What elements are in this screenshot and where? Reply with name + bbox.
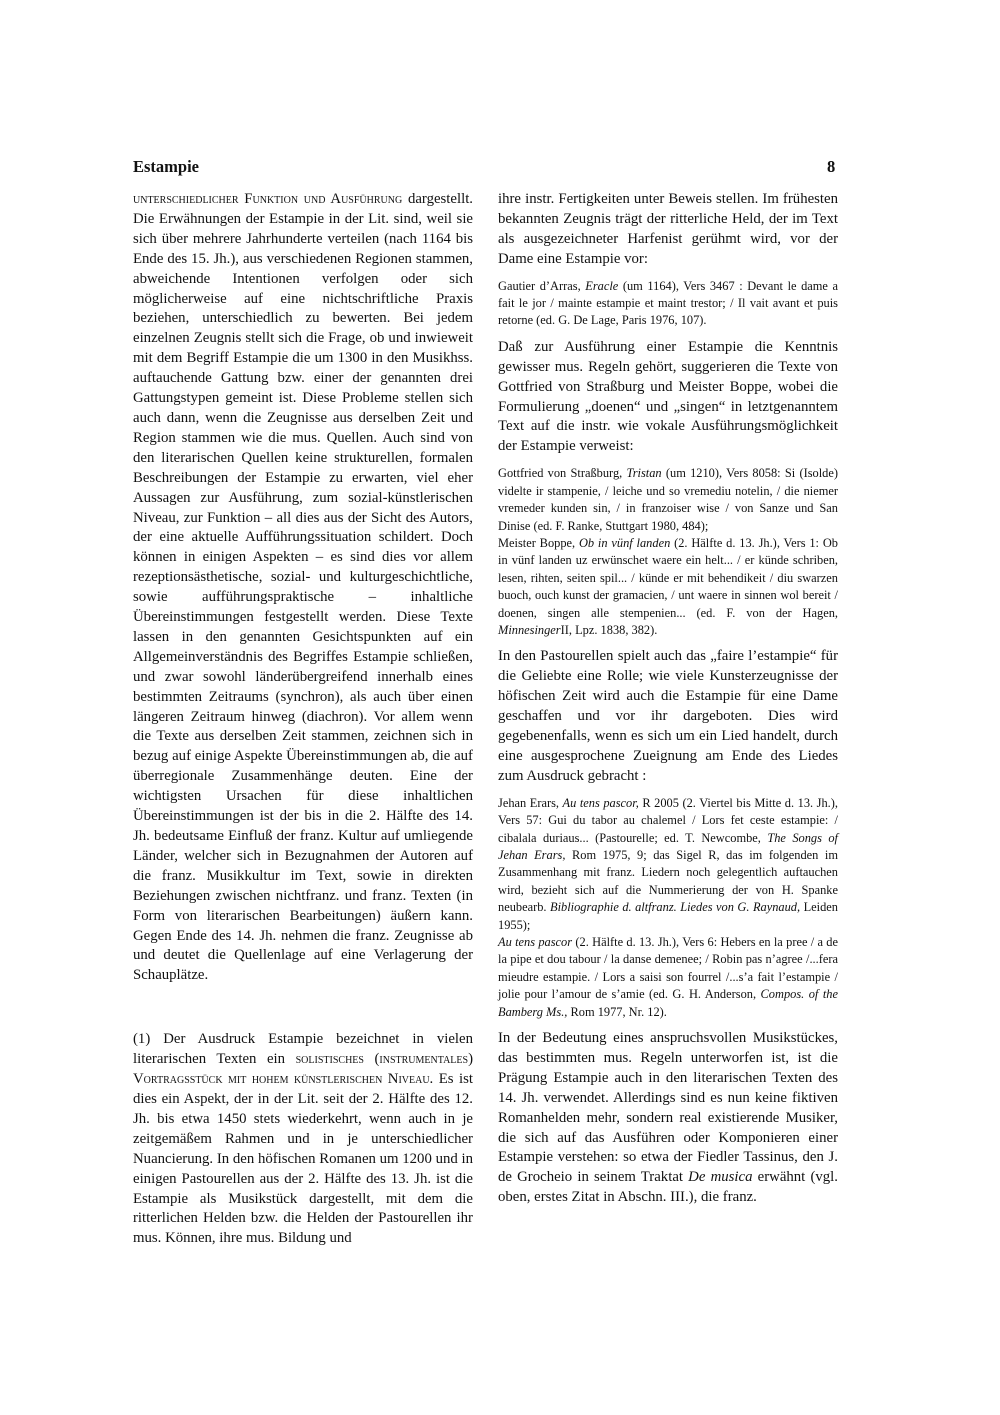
paragraph bbox=[498, 190, 838, 270]
quote-work-title: Au tens pascor bbox=[498, 934, 573, 949]
quote-text: (um 1210), Vers 8058: Si (Isolde) videlte ir stampenie, / leiche und so vremediu notelin, / die niemer vremeder kunden sin, / in franzoiser wise / von Sanze und San Dinise (ed. F. Ranke, Stuttgart 1980, 484); bbox=[498, 466, 838, 533]
page-number: 8 bbox=[827, 157, 836, 176]
paragraph bbox=[498, 338, 838, 457]
quote-text: (2. Hälfte d. 13. Jh.), Vers 6: Hebers en la pree / a de la pipe et dou tabour / la danse demenee; / Robin pas n’agree /...fera mieudre estampie. / Lors a saisi son fourrel /...s’a fait l’estampie / jolie pour l’amour de s’amie (ed. G. H. Anderson, bbox=[498, 934, 838, 1002]
right-column bbox=[498, 190, 838, 1208]
paragraph-text: ihre instr. Fertigkeiten unter Beweis stellen. Im frühesten bekannten Zeugnis trägt der ritterliche Held, der im Text als ausgezeichneter Harfenist gerühmt wird, vor der Dame eine Estampie vor: bbox=[498, 191, 838, 267]
quote-text: II, Lpz. 1838, 382). bbox=[560, 622, 658, 637]
quote-work-title: Compos. of the Bamberg Ms., bbox=[498, 987, 838, 1019]
quote-author: Jehan Erars, bbox=[498, 795, 559, 810]
paragraph-lead: (1) Der Ausdruck Estampie bezeichnet in vielen literarischen Texten ein bbox=[133, 1031, 473, 1068]
paragraph-text: Es ist dies ein Aspekt, der in der Lit. seit der 2. Hälfte des 12. Jh. bis etwa 1450 stets wiederkehrt, wenn auch in je zeitgemäßem Rahmen und in je unterschiedlicher Nuancierung. In den höfischen Romanen um 1200 und in einigen Pastourellen aus der 2. Hälfte des 13. Jh. ist die Estampie als Musikstück dargestellt, mit dem die ritterlichen Helden bzw. die Helden der Pastourellen ihr mus. Können, ihre mus. Bildung und bbox=[133, 1071, 474, 1247]
paragraph bbox=[133, 190, 473, 986]
quote-text: Rom 1975, 9; das Sigel R, das im folgenden im Zusammenhang mit franz. Liedern noch gelegentlich auftauchen wird, bezieht sich auf die Nummerierung der von H. Spanke neubearb. bbox=[498, 847, 838, 915]
paragraph-text: In der Bedeutung eines anspruchsvollen Musikstückes, das bestimmten mus. Regeln unterworfen ist, ist die Prägung Estampie auch in den literarischen Texten des 14. Jh. verwendet. Allerdings sind es nun keine fiktiven Romanhelden mehr, sondern real existierende Musiker, die sich auf das Ausführen oder Komponieren einer Estampie verstehen: so etwa der Fiedler Tassinus, den J. de Grocheio in seinem Traktat bbox=[498, 1029, 838, 1186]
running-head-title: Estampie bbox=[133, 157, 199, 176]
paragraph-text: erwähnt (vgl. oben, erstes Zitat in Abschn. III.), die franz. bbox=[498, 1169, 838, 1206]
paragraph bbox=[498, 647, 838, 786]
quotation bbox=[498, 535, 838, 639]
paragraph bbox=[498, 1029, 838, 1208]
paragraph-text: In den Pastourellen spielt auch das „faire l’estampie“ für die Geliebte eine Rolle; wie viele Kunsterzeugnisse der höfischen Zeit wird auch die Estampie für eine Dame geschaffen und vor ihr dargeboten. Dies wird gegebenenfalls, wenn es sich um ein Lied handelt, durch eine ausgesprochene Zueignung am Ende des Liedes zum Ausdruck gebracht : bbox=[498, 648, 838, 784]
paragraph-text: dargestellt. Die Erwähnungen der Estampie in der Lit. sind, weil sie sich über mehrere Jahrhunderte verteilen (nach 1164 bis Ende des 15. Jh.), aus verschiedenen Regionen stammen, abweichende Intentionen verfolgen oder sich möglicherweise auf eine nichtschriftliche Praxis beziehen, unterschiedlich zu bewerten. Bei jedem einzelnen Zeugnis stellt sich die Frage, ob und inwieweit mit dem Begriff Estampie die um 1300 in den Musikhss. auftauchende Gattung bzw. einer der genannten drei Gattungstypen gemeint ist. Diese Probleme stellen sich auch dann, wenn die Zeugnisse aus derselben Zeit und Region stammen wie die mus. Quellen. Auch sind von den literarischen Quellen keine strukturellen, formalen Beschreibungen der Estampie zu erwarten, viel eher Aussagen zur Ausführung, zum sozial-künstlerischen Niveau, zur Funktion – all dies aus der Sicht des Autors, der eine aktuelle Aufführungssituation schildert. Doch können in einigen Aspekten – es sind dies vor allem rezeptionsästhetische, sozial- und kulturgeschichtliche, sowie aufführungspraktische – inhaltliche Übereinstimmungen festgestellt werden. Diese Texte lassen in den genannten Gesichtspunkten auf ein Allgemeinverständnis des Begriffes Estampie schließen, und zwar sowohl länderübergreifend innerhalb eines bestimmten Zeitraums (synchron), als auch über einen längeren Zeitraum hinweg (diachron). Vor allem wenn die Texte aus derselben Zeit stammen, zeichnen sich in bezug auf einige Aspekte Übereinstimmungen ab, die auf überregionale Zusammenhänge deuten. Eine der wichtigsten Ursachen für diese inhaltlichen Übereinstimmungen ist der bis in die 2. Hälfte des 14. Jh. bedeutsame Einfluß der franz. Kultur auf umliegende Länder, welcher sich in Bezugnahmen der Autoren auf die franz. Musikkultur im Text, sowie in direkten Beziehungen zwischen nichtfranz. und franz. Texten (in Form von literarischen Bearbeitungen) äußern kann. Gegen Ende des 14. Jh. nehmen die franz. Zeugnisse ab und deutet die Quellenlage auf eine Verlagerung der Schauplätze. bbox=[133, 191, 473, 984]
quotation bbox=[498, 278, 838, 330]
quote-author: Gautier d’Arras, bbox=[498, 278, 581, 293]
quote-author: Gottfried von Straßburg, bbox=[498, 466, 623, 481]
quote-work-title: The Songs of Jehan Erars, bbox=[498, 830, 838, 862]
quote-work-title: Eracle bbox=[585, 278, 619, 293]
quote-work-title: Minnesinger bbox=[498, 622, 561, 637]
paragraph-text: Daß zur Ausführung einer Estampie die Kenntnis gewisser mus. Regeln gehört, suggerieren die Texte von Gottfried von Straßburg und Meister Boppe, wobei die Formulierung „doenen“ und „singen“ in letztgenanntem Text auf die instr. wie vokale Ausführungsmöglichkeit der Estampie verweist: bbox=[498, 338, 838, 455]
cited-work-title: De musica bbox=[688, 1169, 753, 1186]
left-column bbox=[133, 190, 473, 1249]
quote-text: (2. Hälfte d. 13. Jh.), Vers 1: Ob in vünf landen uz erwünschet waere ein helt... / er künde schriben, lesen, rihten, seiten spil... / künde er mit behendikeit / diu swarzen buoch, ouch kunst der gramacien, / unt waere in sinnen wol bereit / doenen, singen alle stempenien... (ed. F. von der Hagen, bbox=[498, 535, 838, 620]
quote-work-title: Ob in vünf landen bbox=[578, 535, 671, 550]
quotation bbox=[498, 795, 838, 934]
quote-work-title: Au tens pascor, bbox=[562, 795, 639, 810]
quotation bbox=[498, 465, 838, 535]
quote-text: (um 1164), Vers 3467 : Devant le dame a fait le jor / mainte estampie et maint trestor; / Il vait avant et puis retorne (ed. G. De Lage, Paris 1976, 107). bbox=[498, 278, 838, 328]
quote-work-title: Bibliographie d. altfranz. Liedes von G. Raynaud, bbox=[550, 900, 801, 915]
quote-text: Leiden 1955); bbox=[498, 900, 838, 932]
quotation bbox=[498, 934, 838, 1021]
paragraph bbox=[133, 1030, 473, 1249]
small-caps-lead: unterschiedlicher Funktion und Ausführung bbox=[133, 191, 403, 207]
section-spacer bbox=[133, 986, 473, 1030]
quote-text: R 2005 (2. Viertel bis Mitte d. 13. Jh.), Vers 57: Gui du tabor au chalemel / Lors fet ceste estampie: / cibalala duriaus... (Pastourelle; ed. T. Newcombe, bbox=[498, 795, 838, 845]
quote-text: Rom 1977, Nr. 12). bbox=[570, 1004, 667, 1019]
small-caps-phrase: solistisches (instrumentales) Vortragsstück mit hohem künstlerischen Niveau. bbox=[133, 1051, 473, 1088]
quote-work-title: Tristan bbox=[626, 466, 662, 481]
quote-author: Meister Boppe, bbox=[498, 535, 576, 550]
